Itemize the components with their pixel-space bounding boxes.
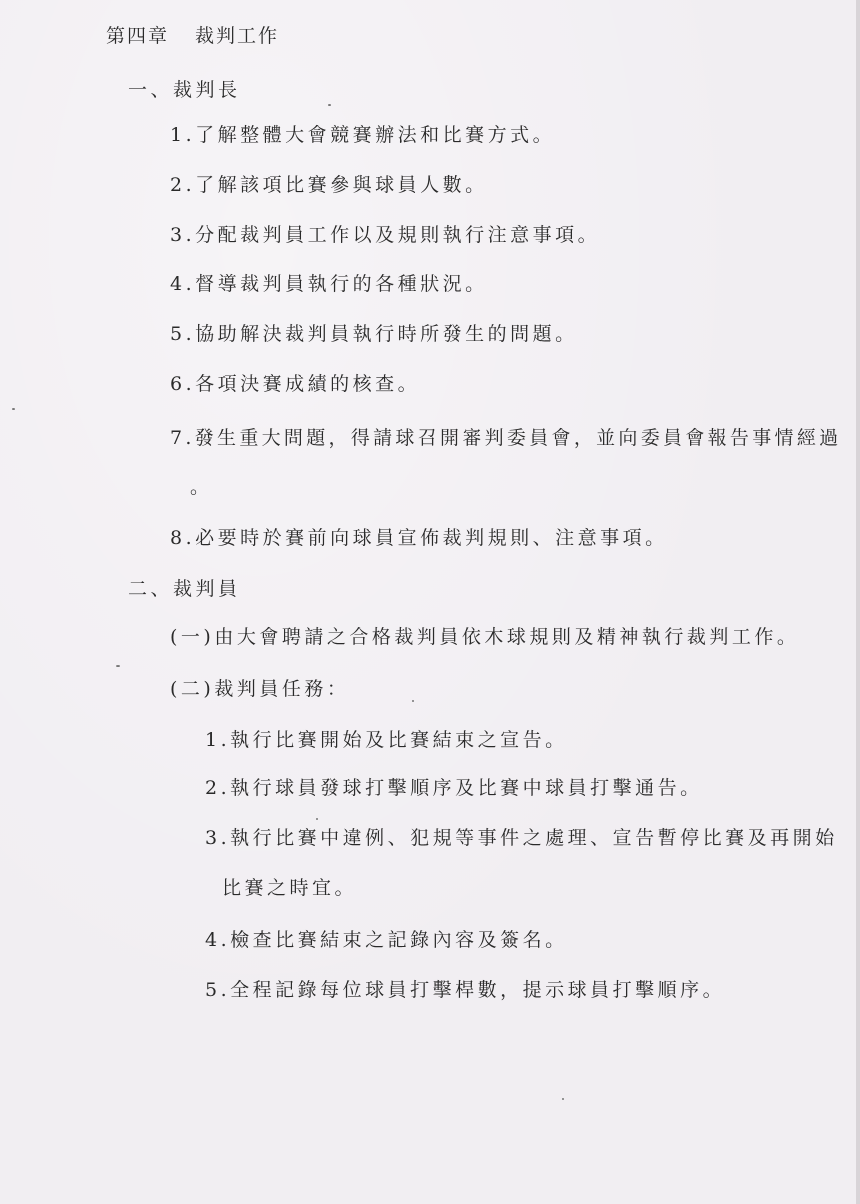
list-item: 2.了解該項比賽參與球員人數。: [170, 174, 488, 196]
chapter-number: 第四章: [106, 25, 170, 47]
list-item-continuation: 。: [190, 476, 213, 498]
section-heading-referee: 二、裁判員: [128, 578, 241, 600]
list-item: 4.檢查比賽結束之記錄內容及簽名。: [205, 929, 568, 951]
scan-speck: [116, 665, 120, 667]
scan-speck: [412, 700, 414, 702]
list-item-continuation: 比賽之時宜。: [222, 877, 358, 899]
list-item: 5.協助解決裁判員執行時所發生的問題。: [170, 323, 578, 345]
page-edge: [856, 0, 860, 1204]
list-item: 2.執行球員發球打擊順序及比賽中球員打擊通告。: [205, 777, 703, 799]
list-item: 5.全程記錄每位球員打擊桿數，提示球員打擊順序。: [205, 979, 726, 1001]
list-item: 7.發生重大問題，得請球召開審判委員會，並向委員會報告事情經過: [170, 427, 842, 449]
scan-speck: [316, 818, 318, 820]
list-item: 1.了解整體大會競賽辦法和比賽方式。: [170, 124, 556, 146]
section-heading-referee-chief: 一、裁判長: [128, 79, 241, 101]
list-item: 6.各項決賽成績的核查。: [170, 373, 421, 395]
list-item: 8.必要時於賽前向球員宣佈裁判規則、注意事項。: [170, 527, 668, 549]
scan-speck: [328, 104, 331, 106]
list-item: 4.督導裁判員執行的各種狀況。: [170, 273, 488, 295]
subsection-item: (一)由大會聘請之合格裁判員依木球規則及精神執行裁判工作。: [170, 626, 800, 648]
list-item: 1.執行比賽開始及比賽結束之宣告。: [205, 729, 568, 751]
scan-speck: [12, 408, 15, 410]
subsection-heading: (二)裁判員任務：: [170, 678, 350, 700]
chapter-title: 裁判工作: [195, 25, 280, 47]
list-item: 3.分配裁判員工作以及規則執行注意事項。: [170, 224, 601, 246]
list-item: 3.執行比賽中違例、犯規等事件之處理、宣告暫停比賽及再開始: [205, 827, 838, 849]
scan-speck: [562, 1098, 564, 1100]
chapter-heading: [106, 24, 279, 48]
